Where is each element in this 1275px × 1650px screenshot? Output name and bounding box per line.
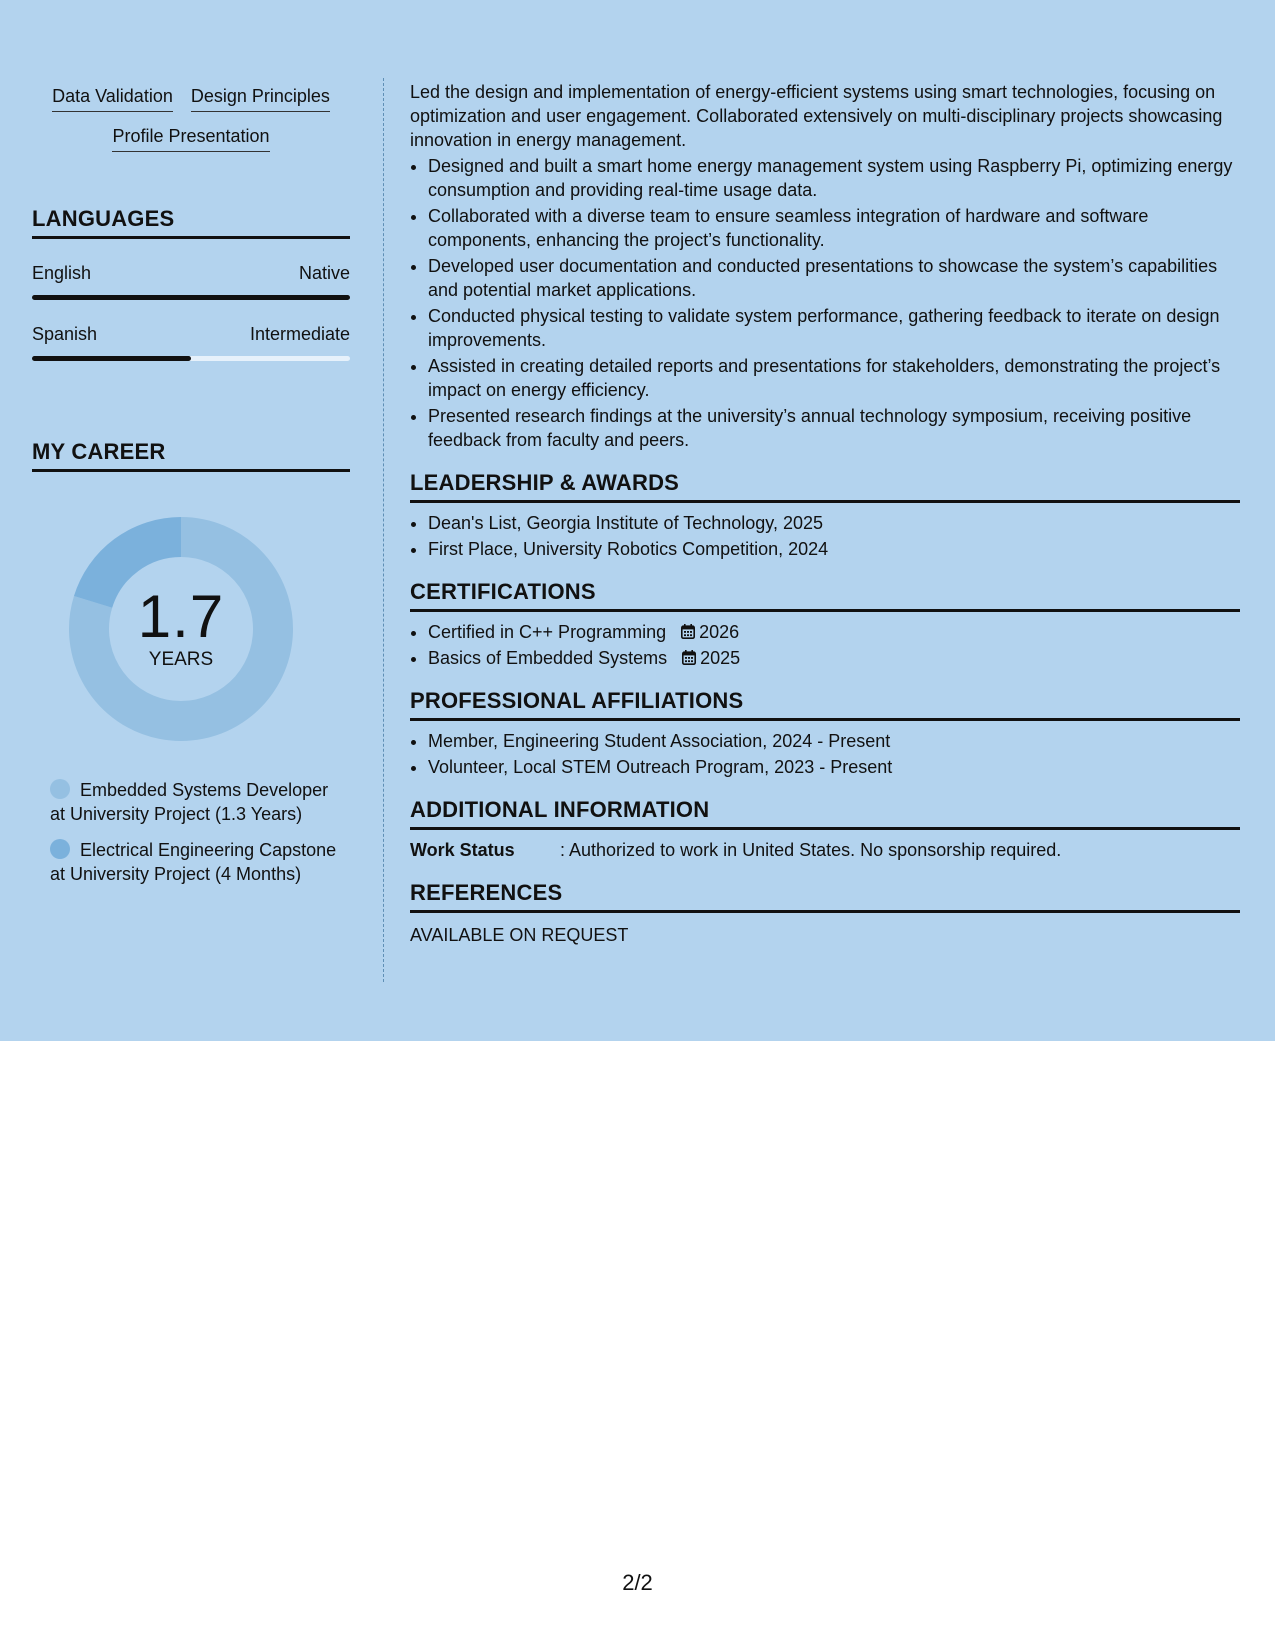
- leadership-title: LEADERSHIP & AWARDS: [410, 470, 1240, 503]
- list-item: [428, 620, 1240, 644]
- legend-label: Embedded Systems Developer at University Project (1.3 Years): [50, 780, 329, 824]
- references-title: REFERENCES: [410, 880, 1240, 913]
- language-level: Intermediate: [249, 324, 350, 344]
- experience-bullets: [410, 154, 1240, 452]
- languages-section: [32, 206, 350, 361]
- additional-info-title: ADDITIONAL INFORMATION: [410, 797, 1240, 830]
- career-total-value: 1.7: [137, 583, 225, 650]
- calendar-icon: [682, 650, 696, 665]
- languages-title: LANGUAGES: [32, 206, 350, 239]
- legend-dot-icon: [50, 839, 70, 859]
- list-item: • Assisted in creating detailed reports and presentations for stakeholders, demonstrating the project’s impact on energy efficiency.: [428, 354, 1240, 402]
- list-item: • Designed and built a smart home energy management system using Raspberry Pi, optimizing energy consumption and providing real-time usage data.: [428, 154, 1240, 202]
- experience-summary: Led the design and implementation of energy-efficient systems using smart technologies, focusing on optimization and user engagement. Collaborated extensively on multi-disciplinary projects showcasing innovation in energy management.: [410, 82, 1223, 150]
- language-proficiency-bar: [32, 295, 350, 300]
- language-item: [32, 263, 350, 300]
- list-item: • Dean's List, Georgia Institute of Technology, 2025: [428, 511, 1240, 535]
- career-donut-chart: [66, 514, 296, 744]
- career-legend-item: [50, 838, 340, 886]
- list-item: • First Place, University Robotics Competition, 2024: [428, 537, 1240, 561]
- certification-name: Certified in C++ Programming: [428, 622, 667, 642]
- list-item: • Volunteer, Local STEM Outreach Program, 2023 - Present: [428, 755, 1240, 779]
- certification-year: 2025: [700, 648, 741, 668]
- list-item: • Presented research findings at the university’s annual technology symposium, receiving positive feedback from faculty and peers.: [428, 404, 1240, 452]
- language-level: Native: [298, 263, 350, 283]
- career-legend-item: [50, 778, 340, 826]
- leadership-section: [410, 470, 1240, 561]
- list-item: • Collaborated with a diverse team to ensure seamless integration of hardware and software components, enhancing the project’s functionality.: [428, 204, 1240, 252]
- list-item: [428, 646, 1240, 670]
- work-status-value: : Authorized to work in United States. No sponsorship required.: [560, 840, 1062, 860]
- affiliations-title: PROFESSIONAL AFFILIATIONS: [410, 688, 1240, 721]
- page-number: 2/2: [622, 1570, 653, 1595]
- column-divider: [383, 78, 384, 982]
- career-total-unit: YEARS: [148, 649, 214, 670]
- right-column: [410, 80, 1240, 947]
- language-name: Spanish: [32, 324, 98, 344]
- career-section: [32, 439, 350, 886]
- certifications-section: [410, 579, 1240, 670]
- list-item: • Developed user documentation and conducted presentations to showcase the system’s capabilities and potential market applications.: [428, 254, 1240, 302]
- skills-list: [32, 80, 350, 156]
- list-item: • Conducted physical testing to validate system performance, gathering feedback to iterate on design improvements.: [428, 304, 1240, 352]
- career-title: MY CAREER: [32, 439, 350, 472]
- skill-tag: Profile Presentation: [112, 124, 269, 152]
- language-name: English: [32, 263, 92, 283]
- references-section: [410, 880, 1240, 947]
- language-proficiency-fill: [32, 356, 191, 361]
- legend-dot-icon: [50, 779, 70, 799]
- list-item: • Member, Engineering Student Association, 2024 - Present: [428, 729, 1240, 753]
- work-status-label: Work Status: [410, 840, 515, 860]
- language-proficiency-fill: [32, 295, 350, 300]
- legend-label: Electrical Engineering Capstone at University Project (4 Months): [50, 840, 337, 884]
- certification-name: Basics of Embedded Systems: [428, 648, 668, 668]
- additional-info-section: [410, 797, 1240, 862]
- affiliations-section: [410, 688, 1240, 779]
- language-proficiency-bar: [32, 356, 350, 361]
- left-column: [32, 80, 350, 898]
- certifications-title: CERTIFICATIONS: [410, 579, 1240, 612]
- references-text: AVAILABLE ON REQUEST: [410, 925, 629, 945]
- certification-year: 2026: [699, 622, 740, 642]
- skill-tag: Data Validation: [52, 84, 173, 112]
- work-status-row: [410, 838, 1240, 862]
- skill-tag: Design Principles: [191, 84, 330, 112]
- calendar-icon: [681, 624, 695, 639]
- language-item: [32, 324, 350, 361]
- career-legend: [50, 778, 340, 886]
